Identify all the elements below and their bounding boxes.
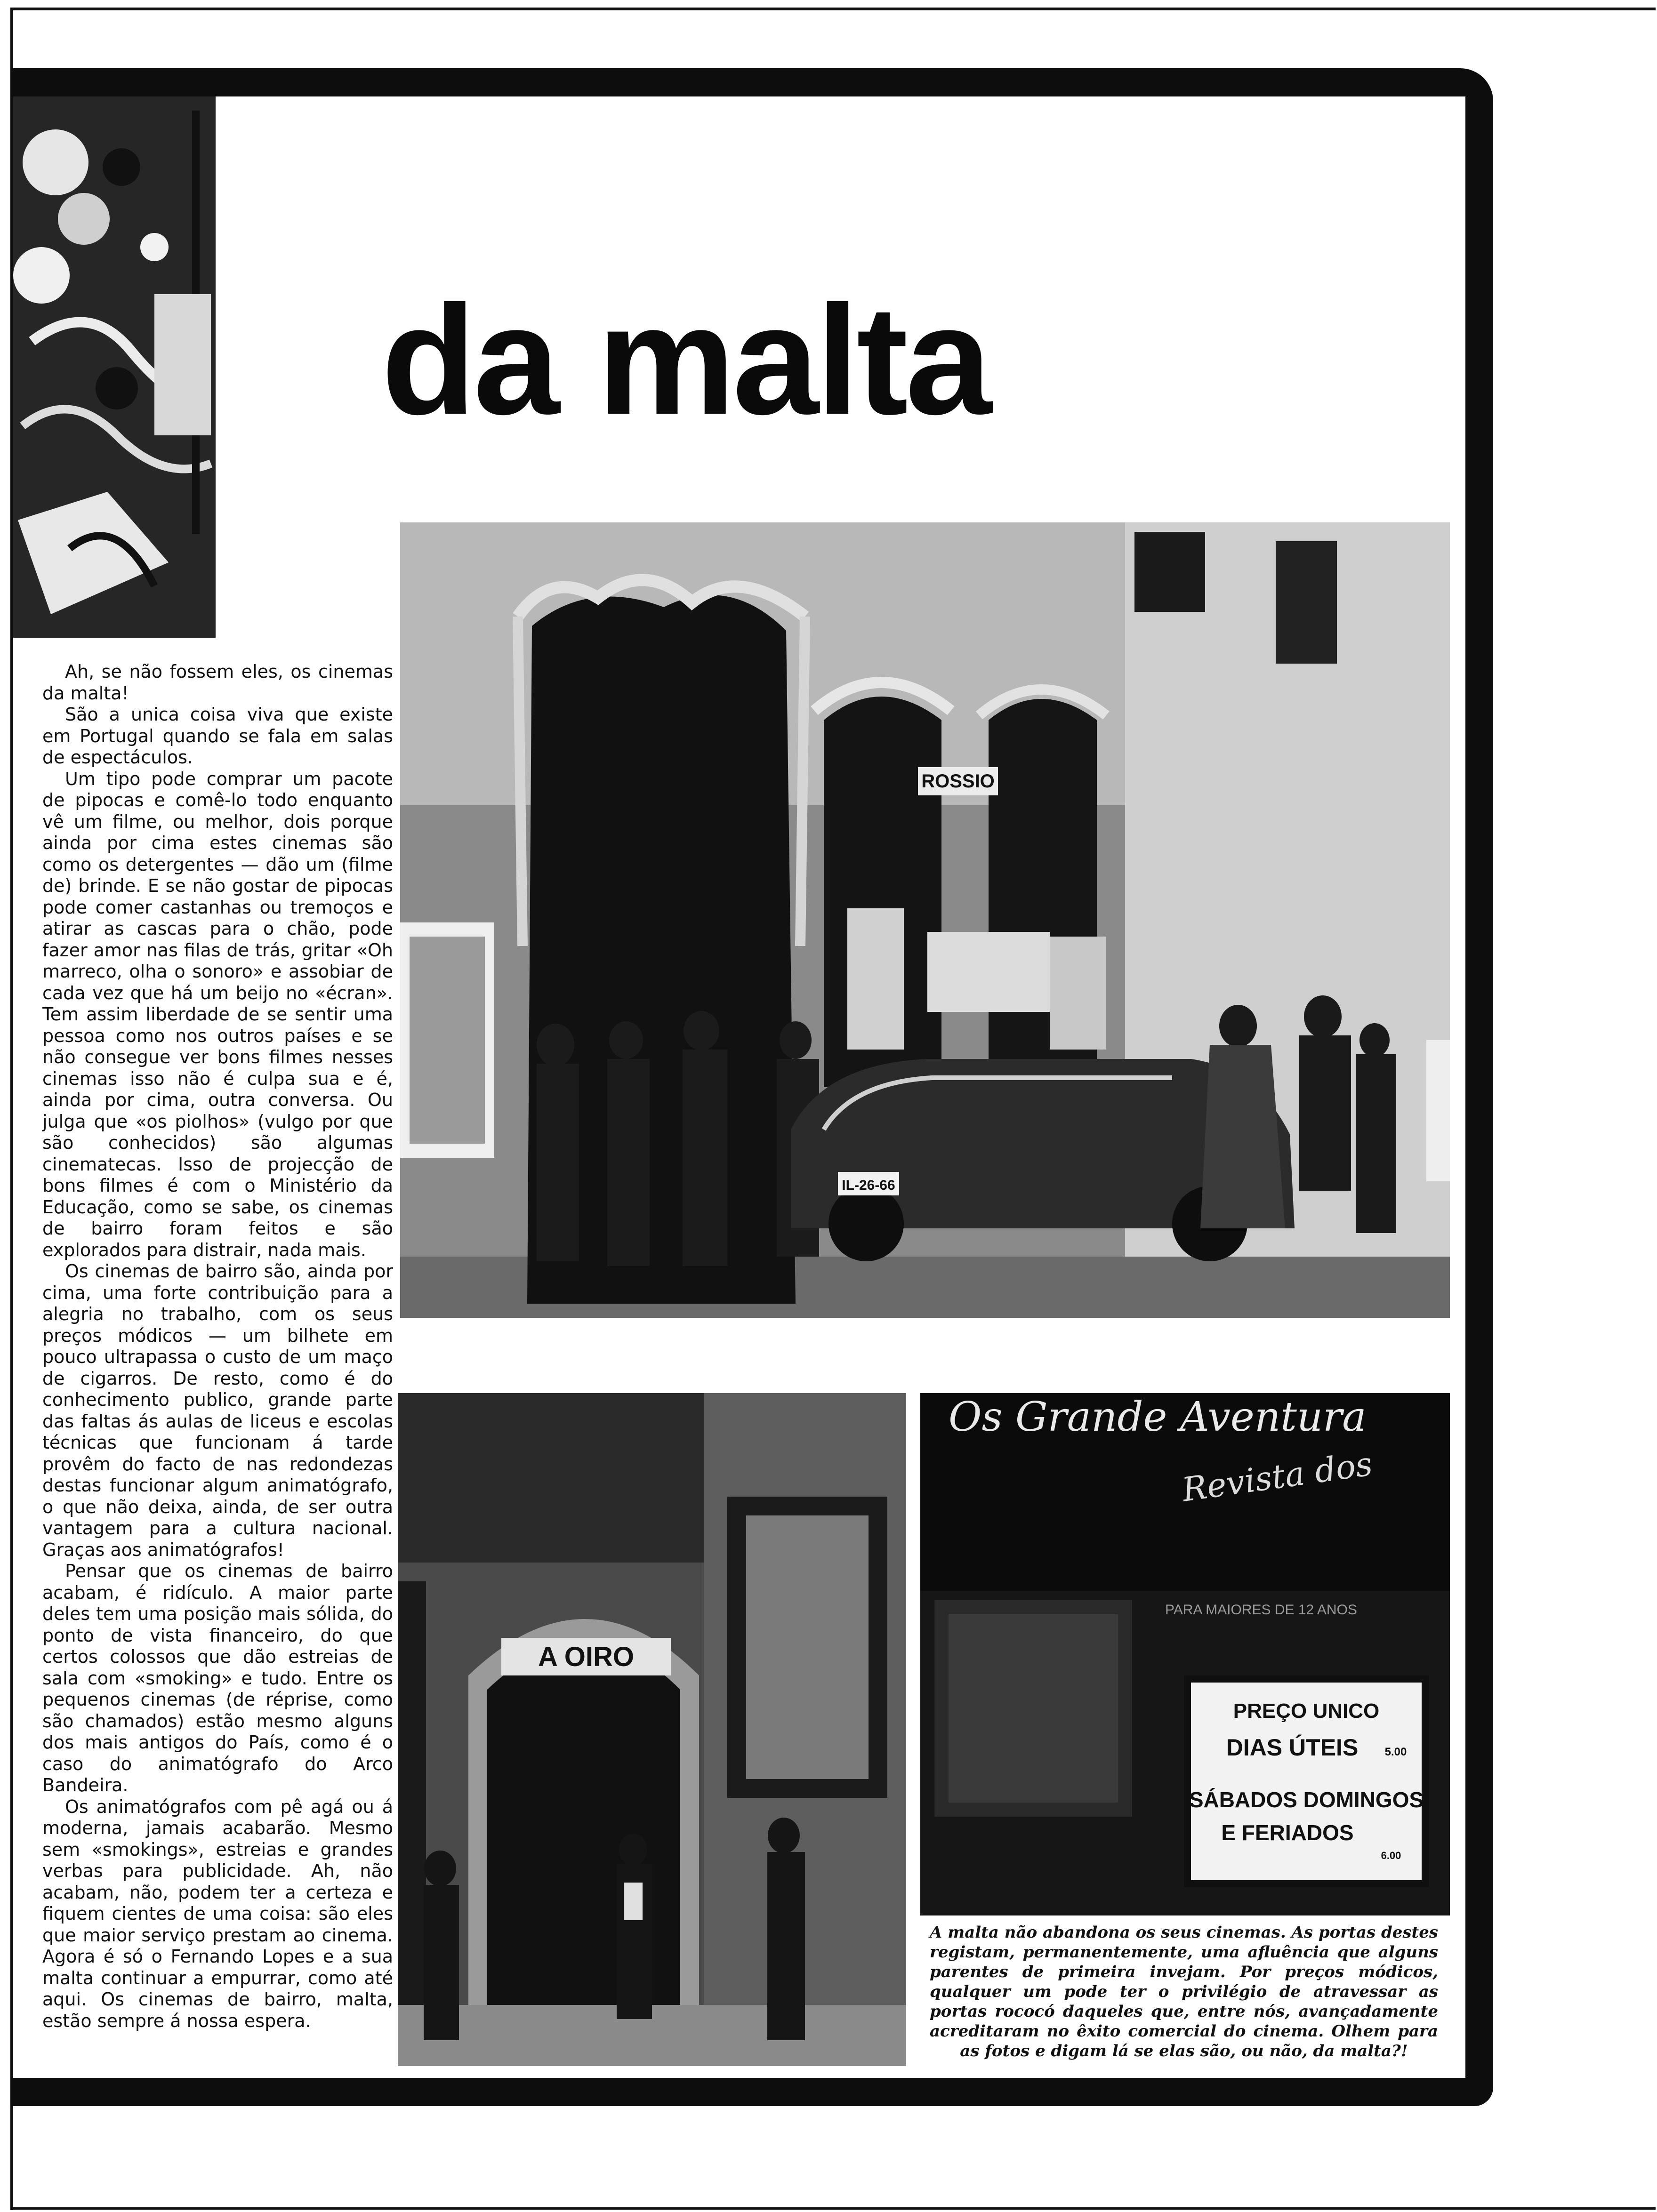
neon-sign-subtext: Revista dos (1179, 1444, 1375, 1509)
page-frame-top (10, 8, 1656, 10)
board-price-2: 6.00 (1381, 1850, 1401, 1861)
article-paragraph: Um tipo pode comprar um pacote de pipocas e comê-lo todo enquanto vê um filme, ou melhor, dois porque ainda por cima estes cinemas são como os detergentes — dão um (filme de) brinde. E se não gostar de pipocas pode comer castanhas ou tremoços e atirar as cascas para o chão, pode fazer amor nas filas de trás, gritar «Oh marreco, olha o sonoro» e assobiar de cada vez que há um beijo no «écran». Tem assim liberdade de se sentir uma pessoa como nos outros países e se não consegue ver bons filmes nesses cinemas isso não é culpa sua e é, ainda por cima, outra conversa. Ou julga que «os piolhos» (vulgo por que são conhecidos) são algumas cinematecas. Isso de projecção de bons filmes é com o Ministério da Educação, como se sabe, os cinemas de bairro foram feitos e são explorados para distrair, nada mais. (42, 768, 393, 1260)
age-notice: PARA MAIORES DE 12 ANOS (1165, 1602, 1357, 1618)
price-board-photo (920, 1393, 1450, 1915)
article-paragraph: Os cinemas de bairro são, ainda por cima, uma forte contribuição para a alegria no trabalho, com os seus preços módicos — um bilhete em pouco ultrapassa o custo de um maço de cigarros. De resto, como é do conhecimento publico, grande parte das faltas ás aulas de liceus e escolas técnicas que funcionam á tarde provêm do facto de nas redondezas destas funcionar algum animatógrafo, o que não deixa, ainda, de ser outra vantagem para a cultura nacional. Graças aos animatógrafos! (42, 1261, 393, 1560)
board-line-2: DIAS ÚTEIS (1226, 1734, 1359, 1761)
corner-ornament-photo (13, 96, 216, 638)
cinema-facade-photo (400, 522, 1450, 1318)
license-plate: IL-26-66 (842, 1178, 895, 1193)
cinema-entrance-photo (398, 1393, 906, 2066)
facade-sign: ROSSIO (921, 771, 995, 792)
article-paragraph: Ah, se não fossem eles, os cinemas da malta! (42, 661, 393, 704)
headline: da malta (381, 273, 989, 447)
article-paragraph: São a unica coisa viva que existe em Portugal quando se fala em salas de espectáculos. (42, 704, 393, 768)
photo-caption: A malta não abandona os seus cinemas. As portas destes registam, permanentemente, uma afluência que alguns parentes de primeira invejam. Por preços módicos, qualquer um pode ter o privilégio de atravessar as portas rococó daqueles que, entre nós, avançadamente acreditaram no êxito comercial do cinema. Olhem para as fotos e digam lá se elas são, ou não, da malta?! (930, 1923, 1438, 2060)
board-line-3: SÁBADOS DOMINGOS (1189, 1787, 1424, 1812)
neon-sign-text: Os Grande Aventura (949, 1394, 1367, 1441)
board-line-1: PREÇO UNICO (1233, 1699, 1380, 1723)
article-paragraph: Pensar que os cinemas de bairro acabam, é ridículo. A maior parte deles tem uma posição mais sólida, do ponto de vista financeiro, do que certos colossos que dão estreias de sala com «smoking» e tudo. Entre os pequenos cinemas (de réprise, como são chamados) estão mesmo alguns dos mais antigos do País, como é o caso do animatógrafo do Arco Bandeira. (42, 1561, 393, 1795)
article-paragraph: Os animatógrafos com pê agá ou á moderna, jamais acabarão. Mesmo sem «smokings», estreias e grandes verbas para publicidade. Ah, não acabam, não, podem ter a certeza e fiquem cientes de uma coisa: são eles que maior serviço prestam ao cinema. Agora é só o Fernando Lopes e a sua malta continuar a empurrar, como até aqui. Os cinemas de bairro, malta, estão sempre á nossa espera. (42, 1796, 393, 2031)
page-frame-bottom (10, 2207, 1656, 2210)
board-price-1: 5.00 (1384, 1746, 1407, 1758)
entrance-sign: A OIRO (538, 1642, 635, 1672)
article-body (42, 661, 393, 2032)
board-line-4: E FERIADOS (1221, 1820, 1354, 1845)
